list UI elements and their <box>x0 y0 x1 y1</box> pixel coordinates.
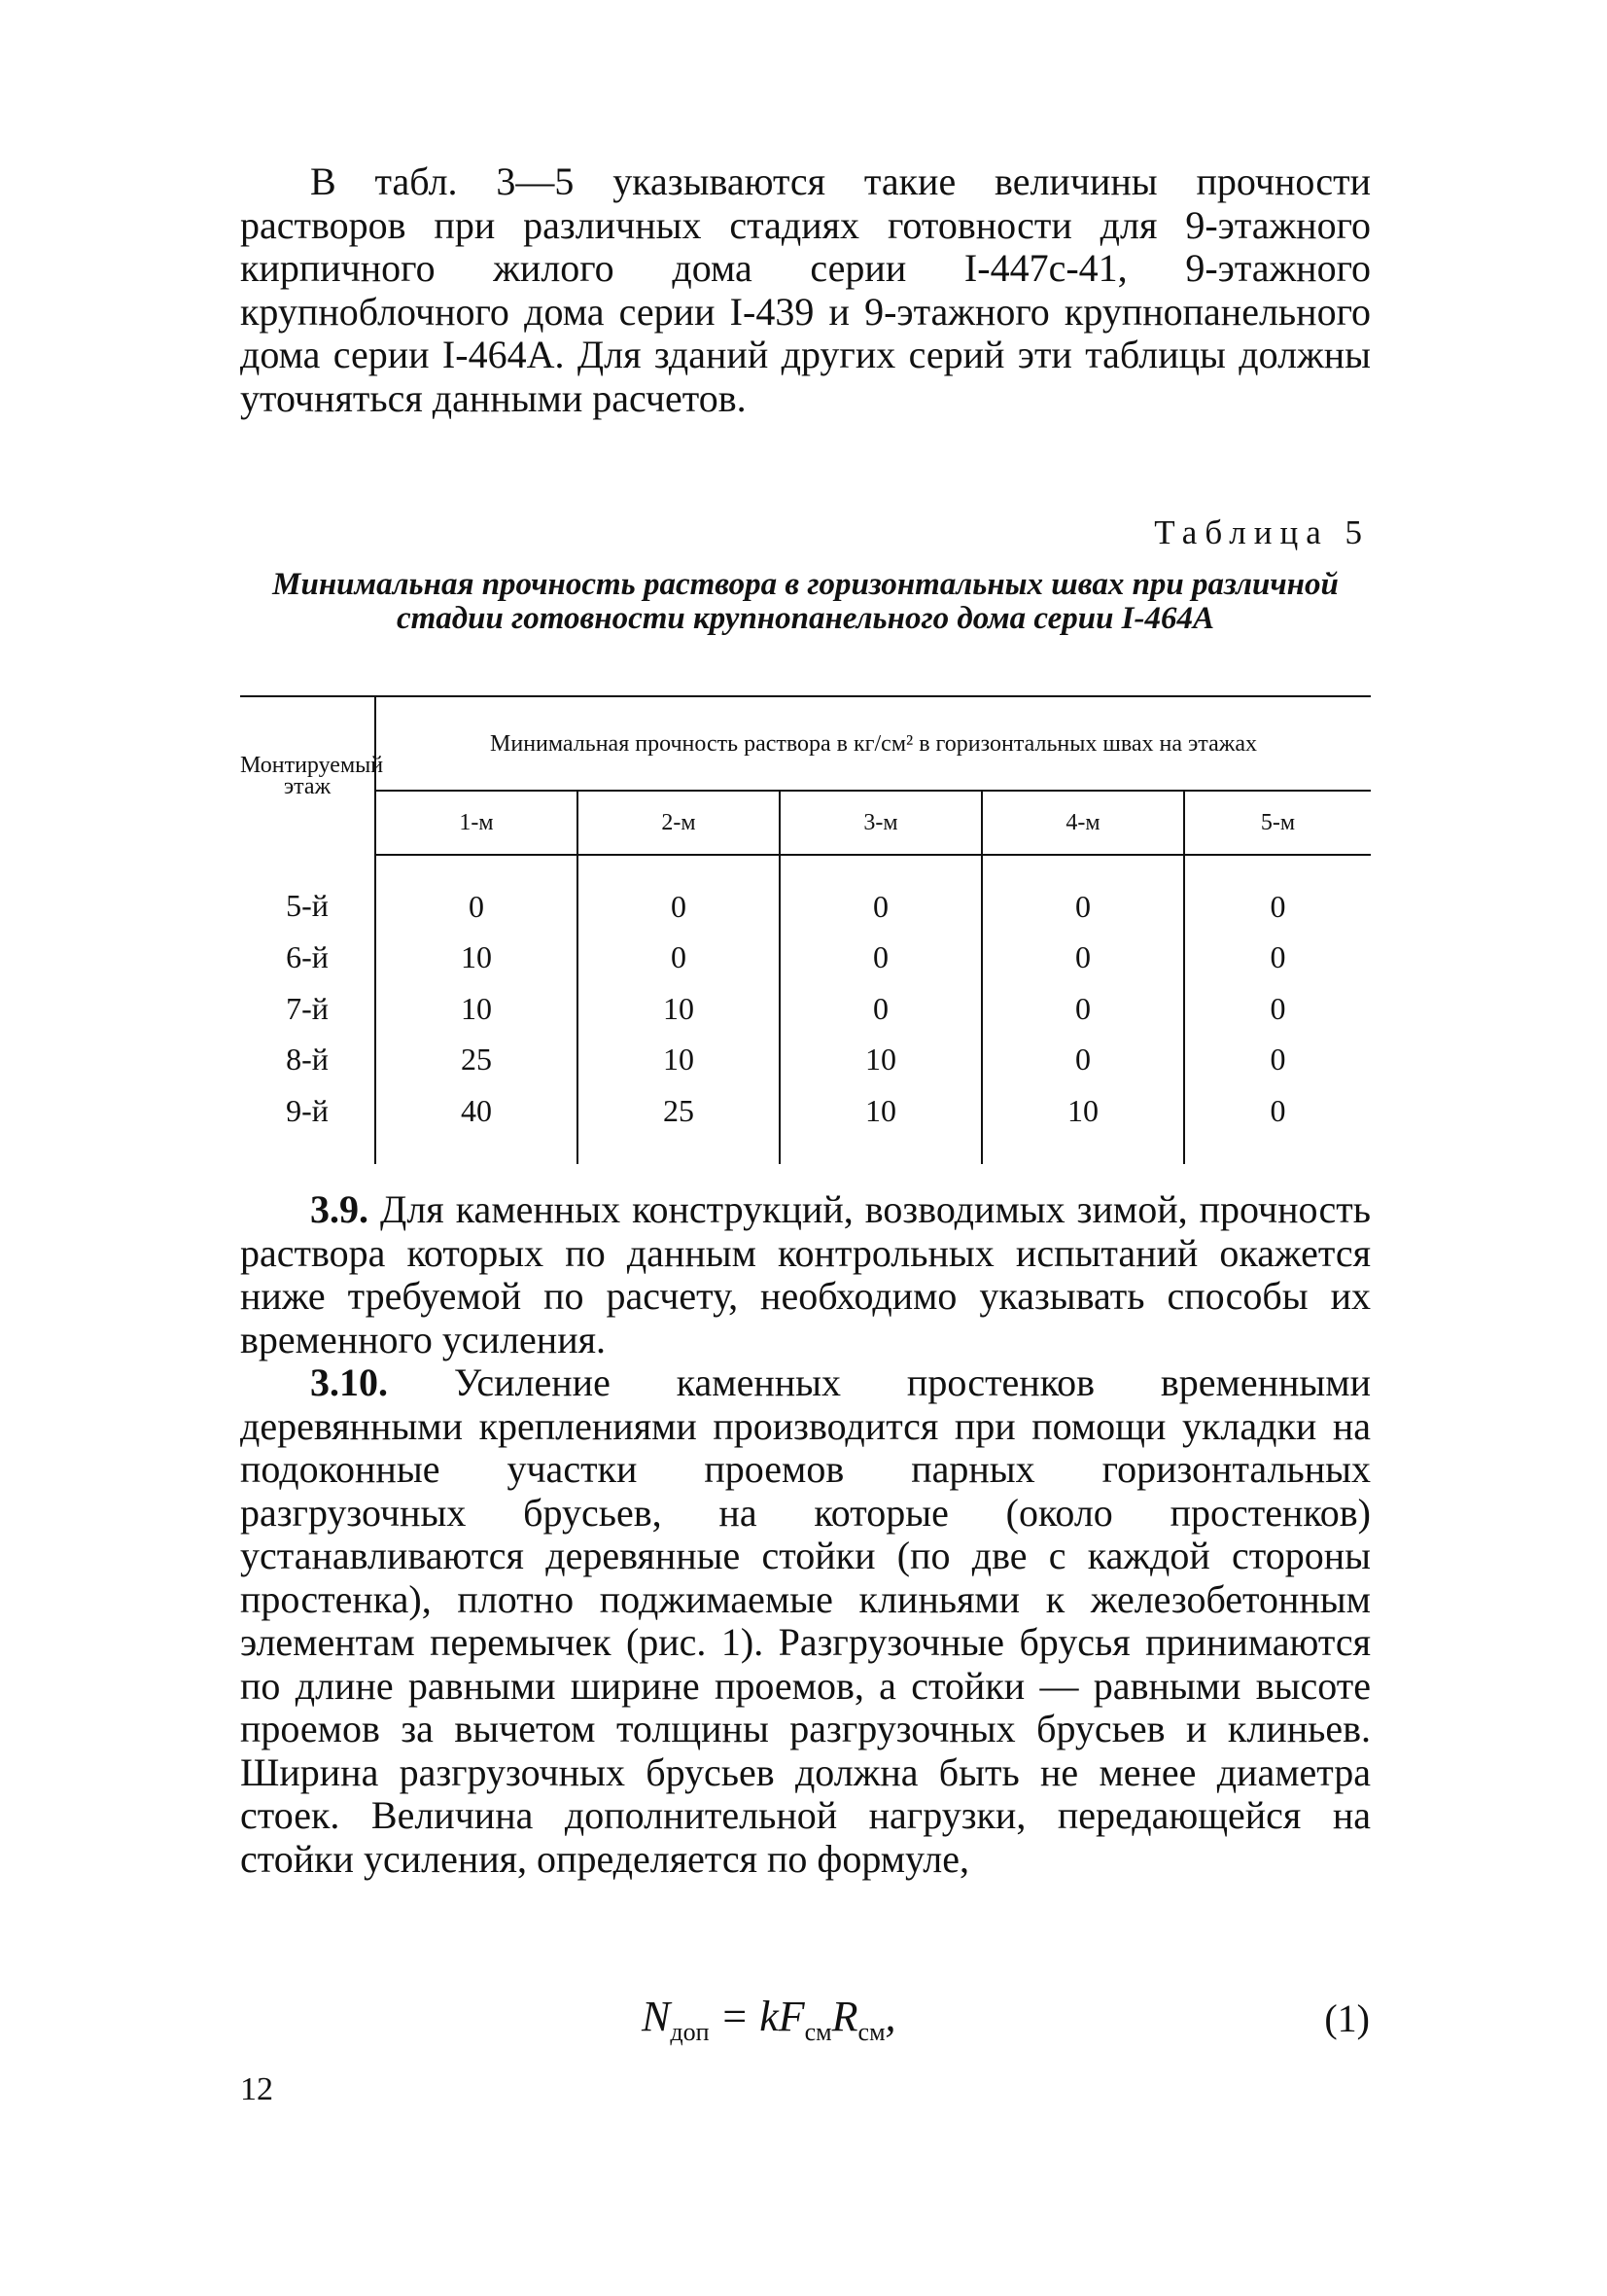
value-cell: 0 <box>577 855 780 933</box>
value-cell: 0 <box>1184 933 1371 984</box>
value-cell: 10 <box>780 1085 982 1164</box>
table-row <box>240 983 1371 1035</box>
formula-tail: , <box>885 1993 896 2040</box>
value-cell: 10 <box>577 983 780 1035</box>
formula-n-sub: доп <box>670 2017 710 2046</box>
value-cell: 0 <box>780 933 982 984</box>
value-cell: 0 <box>1184 1035 1371 1086</box>
floor-cell: 8-й <box>240 1035 375 1086</box>
value-cell: 10 <box>461 939 492 975</box>
table-caption: Минимальная прочность раствора в горизонтальных швах при различной стадии готовности крупнопанельного дома серии I-464А <box>272 567 1339 636</box>
floor-cell: 9-й <box>240 1085 375 1164</box>
section-3-9 <box>240 1188 1371 1361</box>
value-cell: 10 <box>577 1035 780 1086</box>
formula-r-sub: см <box>857 2017 886 2046</box>
value-cell: 40 <box>461 1092 492 1128</box>
value-cell: 0 <box>780 983 982 1035</box>
value-cell: 0 <box>577 933 780 984</box>
header-group: Минимальная прочность раствора в кг/см² в горизонтальных швах на этажах <box>375 696 1371 791</box>
formula <box>642 1992 896 2047</box>
formula-f: F <box>778 1993 805 2040</box>
formula-eq: = <box>709 1993 760 2040</box>
formula-n: N <box>642 1993 671 2040</box>
value-cell: 25 <box>577 1085 780 1164</box>
section-number: 3.9. <box>310 1187 368 1231</box>
value-cell: 0 <box>982 855 1184 933</box>
table-label: Таблица 5 <box>1154 513 1370 551</box>
value-cell: 10 <box>780 1035 982 1086</box>
formula-number: (1) <box>1324 1996 1370 2040</box>
table-header-row <box>240 696 1371 791</box>
section-text: Для каменных конструкций, возводимых зимой, прочность раствора которых по данным контрольных испытаний окажется ниже требуемой по расчету, необходимо указывать способы их временного усиления. <box>240 1187 1372 1361</box>
section-number: 3.10. <box>310 1360 388 1404</box>
body-sections <box>240 1188 1371 1881</box>
floor-cell: 7-й <box>240 983 375 1035</box>
strength-table <box>240 695 1371 1164</box>
floor-cell: 5-й <box>240 855 375 933</box>
formula-r: R <box>831 1993 858 2040</box>
floor-cell: 6-й <box>240 933 375 984</box>
table-row <box>240 933 1371 984</box>
value-cell: 0 <box>780 855 982 933</box>
intro-text: В табл. 3—5 указываются такие величины прочности растворов при различных стадиях готовности для 9-этажного кирпичного жилого дома серии I-447с-41, 9-этажного крупноблочного дома серии I-439 и 9-этажного крупнопанельного дома серии I-464А. Для зданий других серий эти таблицы должны уточняться данными расчетов. <box>240 159 1371 420</box>
value-cell: 0 <box>982 1035 1184 1086</box>
table-row <box>240 1085 1371 1164</box>
column-header: 4-м <box>982 791 1184 855</box>
column-header: 3-м <box>780 791 982 855</box>
section-3-10 <box>240 1361 1371 1881</box>
page-number: 12 <box>240 2071 273 2107</box>
table-row <box>240 1035 1371 1086</box>
formula-k: k <box>759 1993 779 2040</box>
value-cell: 0 <box>1184 1085 1371 1164</box>
value-cell: 10 <box>982 1085 1184 1164</box>
value-cell: 0 <box>982 983 1184 1035</box>
value-cell: 0 <box>1184 983 1371 1035</box>
value-cell: 25 <box>461 1042 492 1077</box>
column-header: 2-м <box>577 791 780 855</box>
section-text: Усиление каменных простенков временными деревянными креплениями производится при помощи укладки на подоконные участки проемов парных горизонтальных разгрузочных брусьев, на которые (около простенков) устанавливаются деревянные стойки (по две с каждой стороны простенка), плотно поджимаемые клиньями к железобетонным элементам перемычек (рис. 1). Разгрузочные брусья принимаются по длине равными ширине проемов, а стойки — равными высоте проемов за вычетом толщины разгрузочных брусьев и клиньев. Ширина разгрузочных брусьев должна быть не менее диаметра стоек. Величина дополнительной нагрузки, передающейся на стойки усиления, определяется по формуле, <box>240 1360 1371 1881</box>
value-cell: 10 <box>461 990 492 1026</box>
value-cell: 0 <box>1184 855 1371 933</box>
header-floor: Монтируемый этаж <box>240 696 375 855</box>
column-header: 1-м <box>375 791 577 855</box>
column-header: 5-м <box>1184 791 1371 855</box>
formula-f-sub: см <box>804 2017 832 2046</box>
intro-paragraph <box>240 160 1371 420</box>
table-subheader-row <box>240 791 1371 855</box>
value-cell: 0 <box>469 888 484 924</box>
value-cell: 0 <box>982 933 1184 984</box>
table-row <box>240 855 1371 933</box>
